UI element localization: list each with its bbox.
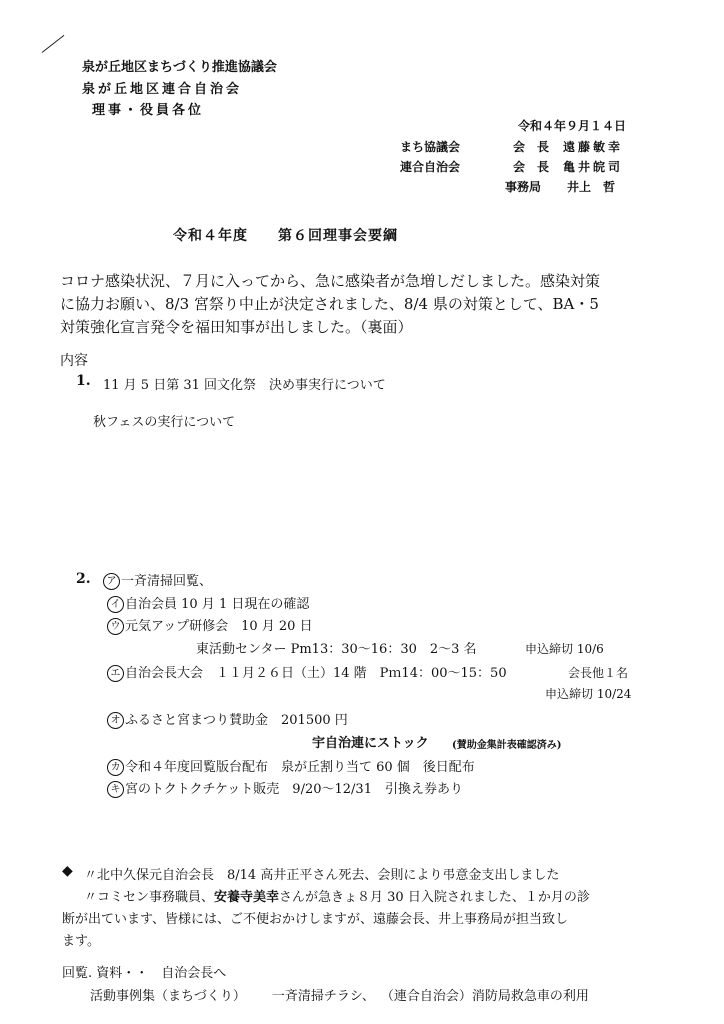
item-ka-text: 令和４年度回覧版台配布 泉が丘割り当て 60 個 後日配布 [125, 760, 475, 775]
sender-name-1: 遠藤敏幸 [563, 140, 624, 154]
footer-material-1: 活動事例集（まちづくり） [90, 989, 246, 1004]
notice-line-3: 断が出ています、皆様には、ご不便おかけしますが、遠藤会長、井上事務局が担当致し [62, 912, 568, 927]
item-a [103, 570, 212, 590]
addressee-line-1: 泉が丘地区まちづくり推進協議会 [82, 60, 277, 75]
sender-title-2: 会 長 [513, 160, 550, 174]
addressee-line-2: 泉が丘地区連合自治会 [82, 82, 243, 97]
intro-line-2: に協力お願い、8/3 宮祭り中止が決定されました、8/4 県の対策として、BA・5 [60, 295, 599, 313]
circled-mark-u: ウ [107, 618, 124, 635]
footer-materials [90, 985, 589, 1004]
sender-name-3: 井上 哲 [567, 180, 616, 194]
item-i [107, 593, 309, 613]
item-o [107, 709, 348, 729]
item-ki [107, 778, 463, 798]
contents-label: 内容 [60, 353, 88, 369]
item-e-deadline: 申込締切 10/24 [545, 687, 632, 701]
scan-mark [42, 35, 65, 53]
circled-mark-o: オ [107, 712, 124, 729]
item-u-detail: 東活動センター Pm13：30〜16：30 2〜3 名 [196, 642, 477, 657]
item-e [107, 662, 507, 682]
item-u-deadline: 申込締切 10/6 [525, 642, 604, 656]
sender-org-2: 連合自治会 [400, 160, 461, 174]
section-1-number: 1. [76, 373, 91, 389]
section-2-number: 2. [76, 571, 91, 587]
item-o-text: ふるさと宮まつり賛助金 201500 円 [125, 713, 348, 728]
sender-title-1: 会 長 [513, 140, 550, 154]
circled-mark-ka: カ [107, 759, 124, 776]
item-ka [107, 756, 475, 776]
addressee-line-3: 理事・役員各位 [92, 103, 205, 118]
footer-material-3: （連合自治会）消防局救急車の利用 [380, 989, 589, 1004]
item-ki-text: 宮のトクトクチケット販売 9/20〜12/31 引換え券あり [125, 782, 463, 797]
notice-person-name: 安養寺美幸 [214, 890, 280, 905]
notice-line-4: ます。 [62, 934, 100, 949]
notice-line-2 [84, 886, 590, 905]
document-date: 令和４年９月１４日 [518, 119, 627, 133]
intro-line-1: コロナ感染状況、７月に入ってから、急に感染者が急増しだしました。感染対策 [60, 272, 601, 290]
circled-mark-e: エ [107, 665, 124, 682]
sender-title-3: 事務局 [505, 180, 542, 194]
page-title: 令和４年度 第６回理事会要綱 [173, 228, 398, 244]
item-u-text: 元気アップ研修会 10 月 20 日 [125, 619, 313, 634]
circled-mark-ki: キ [107, 781, 124, 798]
circled-mark-i: イ [107, 596, 124, 613]
sender-name-2: 亀井皖司 [563, 160, 624, 174]
notice-line-1: 〃北中久保元自治会長 8/14 高井正平さん死去、会則により弔意金支出しました [84, 868, 560, 883]
item-a-text: 一斉清掃回覧、 [121, 574, 213, 589]
item-o-note: (賛助金集計表確認済み) [452, 740, 562, 751]
footer-material-2: 一斉清掃チラシ、 [271, 989, 375, 1004]
item-o-stock: 宇自治連にストック [312, 736, 429, 751]
circled-mark-a: ア [103, 573, 120, 590]
item-i-text: 自治会員 10 月 1 日現在の確認 [125, 597, 310, 612]
section-1-text: 11 月 5 日第 31 回文化祭 決め事実行について [103, 378, 386, 393]
sender-org-1: まち協議会 [400, 140, 461, 154]
footer-circulation: 回覧. 資料・・ 自治会長へ [62, 966, 227, 981]
notice-line-2-end: さんが急きょ８月 30 日入院されました、１か月の診 [279, 890, 590, 905]
diamond-bullet-icon: ◆ [62, 863, 73, 879]
item-e-text: 自治会長大会 １１月２６日（土）14 階 Pｍ14：00〜15：50 [125, 666, 507, 681]
item-e-note: 会長他１名 [568, 666, 629, 680]
item-u [107, 615, 313, 635]
intro-line-3: 対策強化宣言発令を福田知事が出しました。（裏面） [60, 318, 413, 336]
section-1-subtext: 秋フェスの実行について [93, 415, 236, 430]
notice-line-2-start: 〃コミセン事務職員、 [84, 890, 215, 905]
